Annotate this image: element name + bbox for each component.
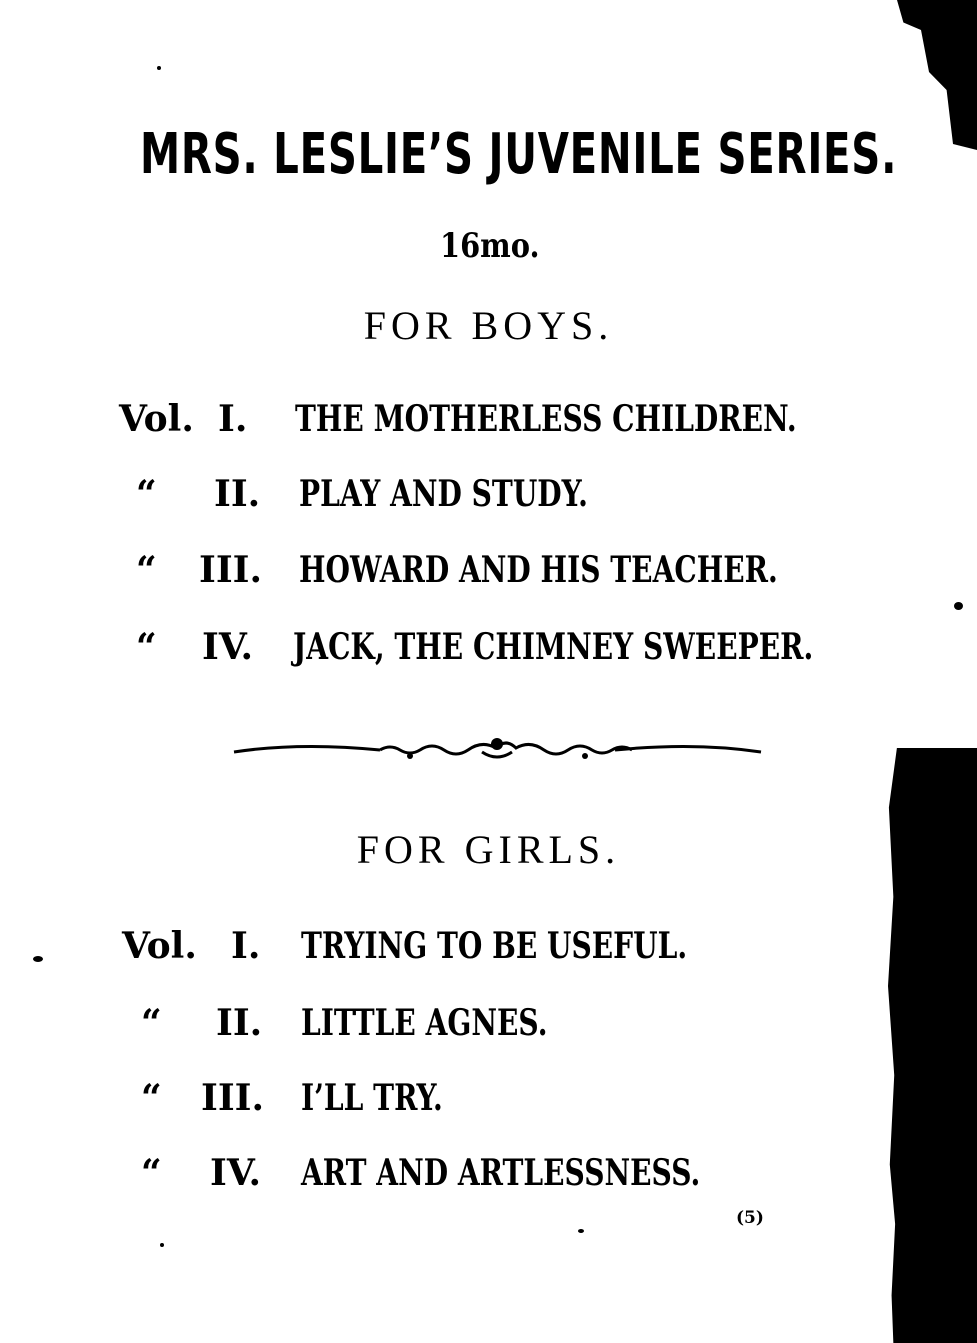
volume-title [299,473,669,515]
scan-edge-top [897,0,977,150]
speck [157,66,161,70]
volume-numeral: IV. [210,1152,262,1194]
page-number: (5) [736,1208,764,1228]
volume-numeral: III. [201,1077,265,1119]
speck [954,602,963,610]
volume-title [293,626,960,668]
series-title: MRS. LESLIE’S JUVENILE SERIES. [140,122,898,187]
boys-heading: FOR BOYS. [363,303,614,348]
volume-numeral: II. [214,473,261,515]
volume-title [299,549,913,591]
volume-title-text: JACK, THE CHIMNEY SWEEPER. [293,626,814,668]
volume-title [295,398,938,440]
girls-volume-2 [141,1002,879,1052]
girls-volume-1 [122,925,879,975]
volume-prefix: “ [141,1152,162,1194]
volume-numeral: I. [218,398,248,440]
volume-prefix: “ [136,626,157,668]
volume-title-text: LITTLE AGNES. [301,1002,548,1044]
ornamental-divider [230,730,765,770]
volume-prefix: “ [141,1002,162,1044]
volume-title [301,1077,483,1119]
volume-title-text: THE MOTHERLESS CHILDREN. [295,398,797,440]
volume-title [301,1002,617,1044]
girls-volume-4 [141,1152,879,1202]
volume-prefix: “ [136,549,157,591]
volume-numeral: III. [199,549,263,591]
boys-volume-1 [119,398,879,448]
volume-numeral: IV. [202,626,254,668]
speck [33,956,43,962]
volume-title [301,925,796,967]
girls-volume-3 [141,1077,879,1127]
speck [578,1229,584,1233]
volume-title-text: ART AND ARTLESSNESS. [301,1152,701,1194]
boys-volume-2 [136,473,879,523]
format-label: 16mo. [439,226,540,266]
volume-title-text: TRYING TO BE USEFUL. [301,925,688,967]
volume-prefix: “ [141,1077,162,1119]
speck [160,1243,164,1247]
volume-title-text: PLAY AND STUDY. [299,473,588,515]
volume-prefix: “ [136,473,157,515]
volume-title [301,1152,813,1194]
volume-title-text: I’LL TRY. [301,1077,443,1119]
volume-numeral: I. [231,925,261,967]
volume-prefix: Vol. [119,398,194,440]
boys-volume-3 [136,549,879,599]
girls-heading: FOR GIRLS. [356,827,621,872]
volume-title-text: HOWARD AND HIS TEACHER. [299,549,778,591]
boys-volume-4 [136,626,879,676]
volume-prefix: Vol. [122,925,197,967]
volume-numeral: II. [216,1002,263,1044]
